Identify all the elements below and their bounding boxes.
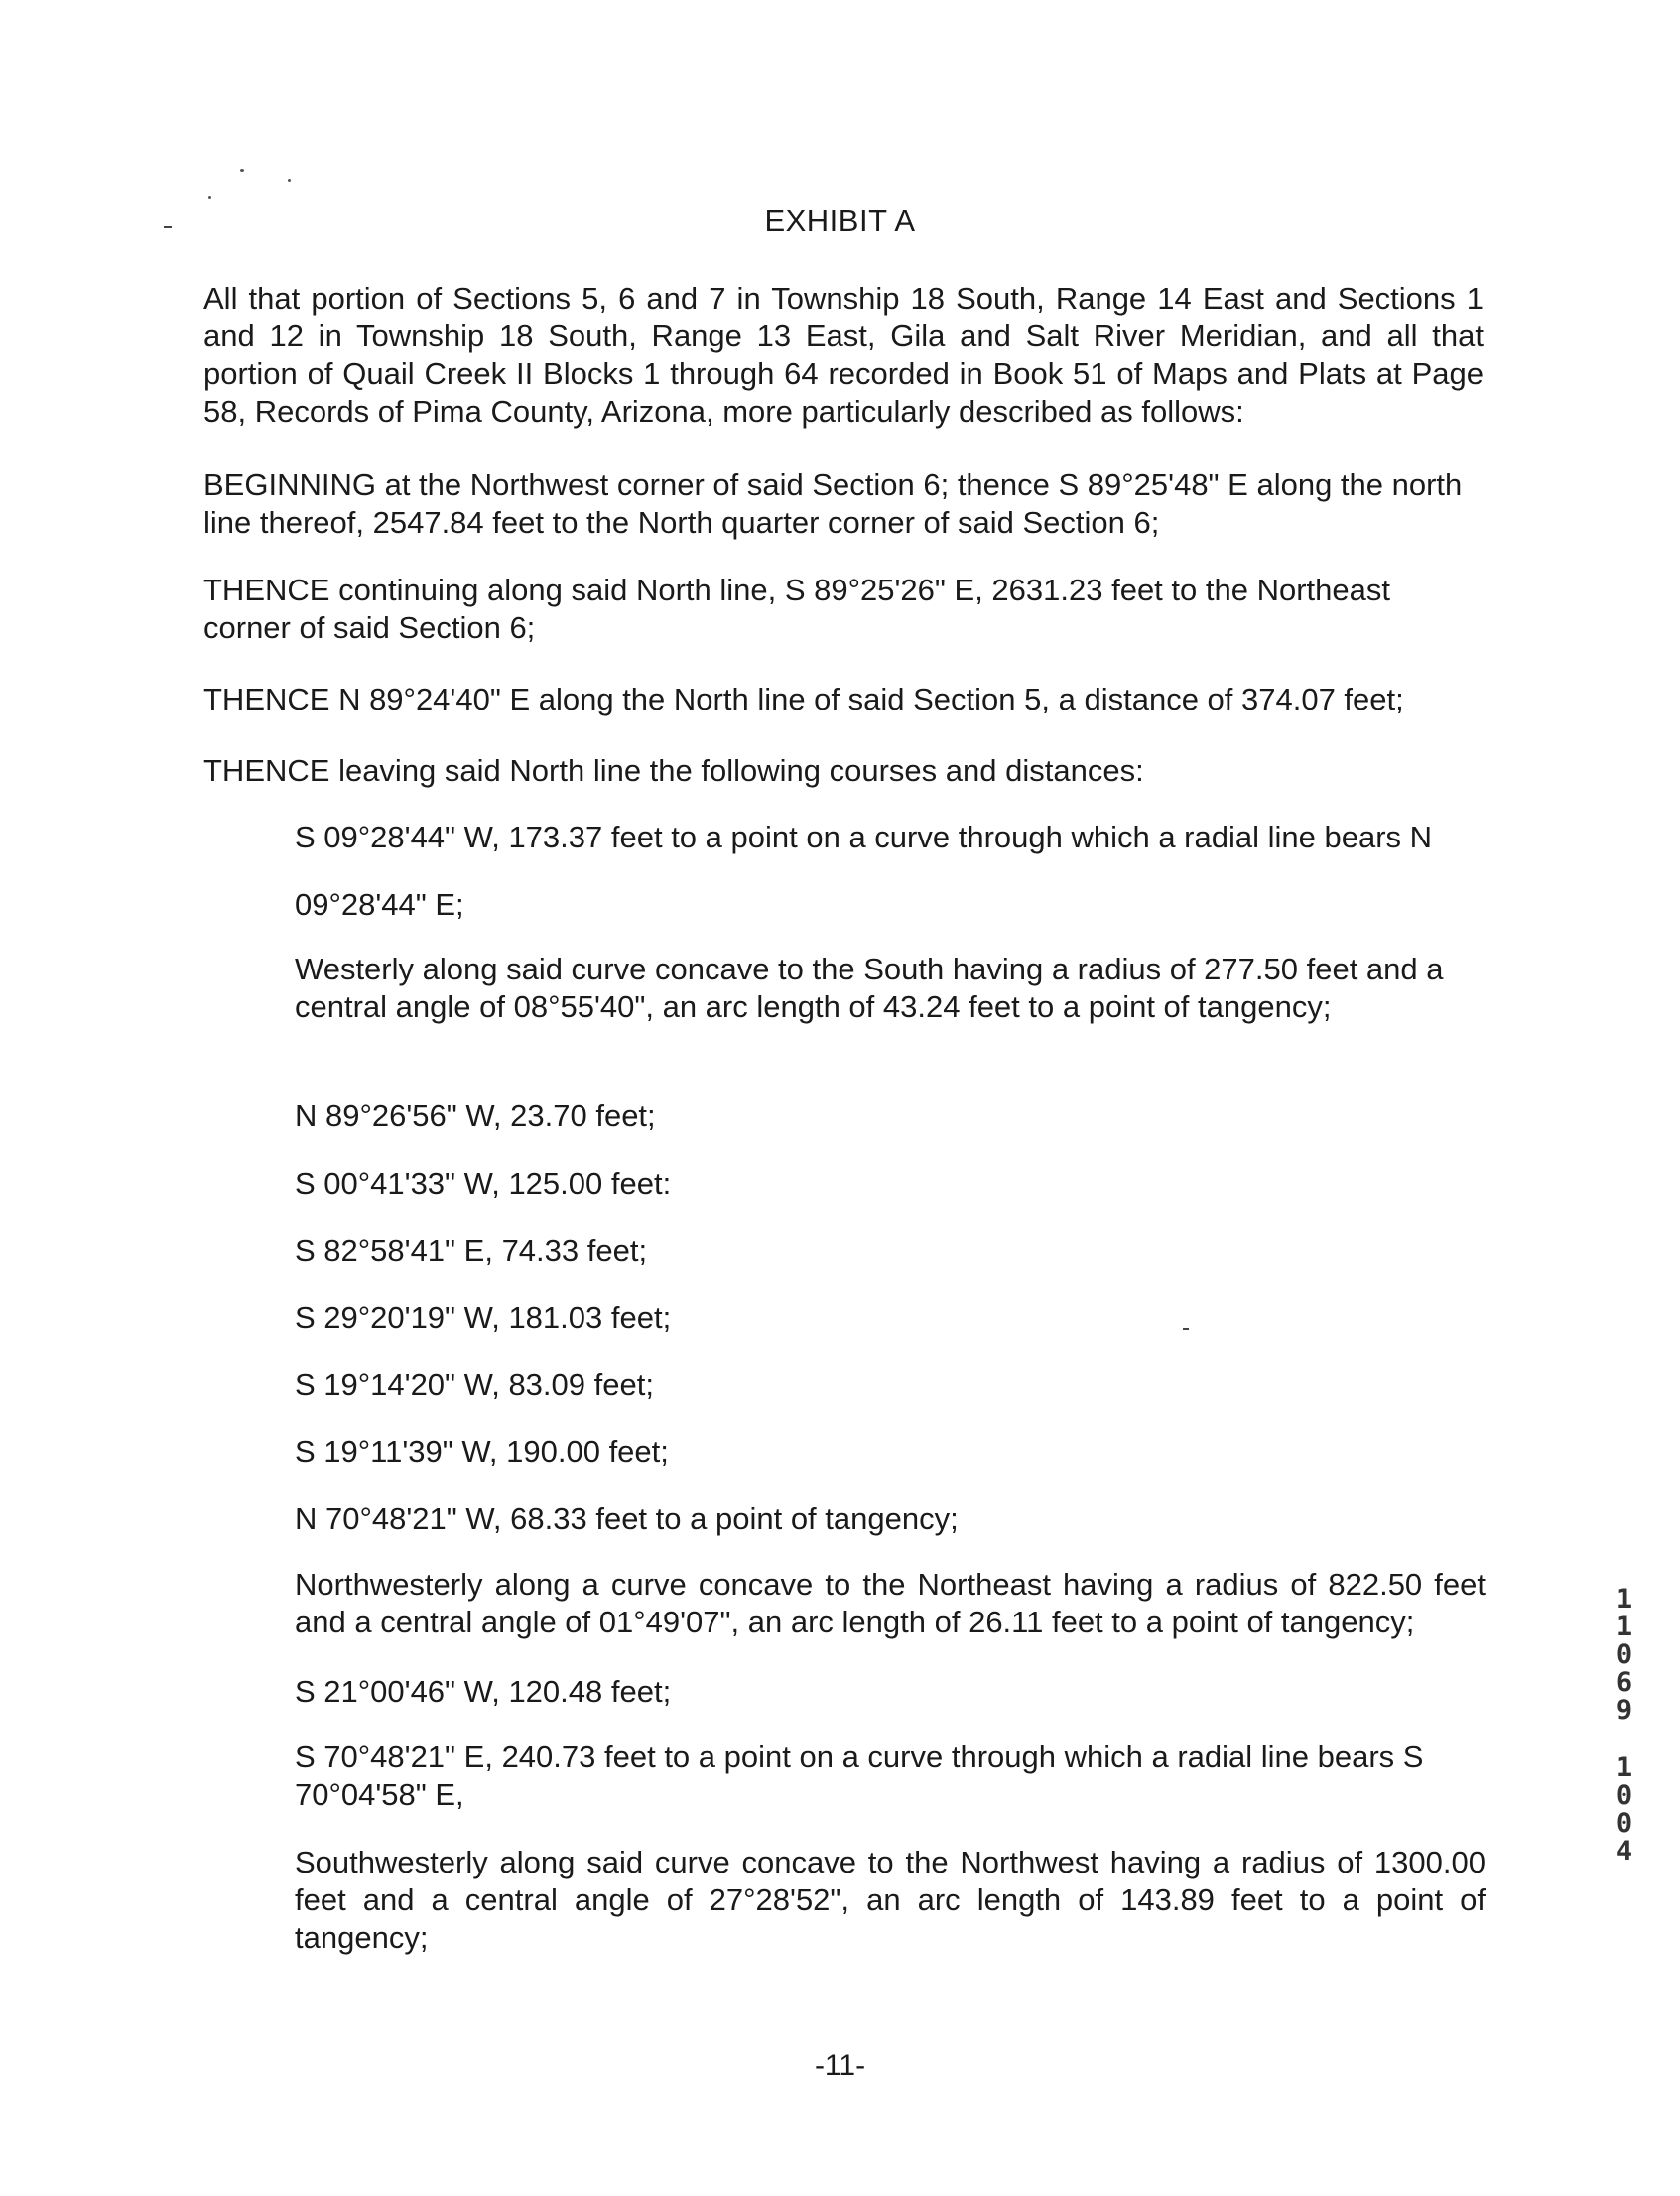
- beginning-paragraph: BEGINNING at the Northwest corner of said Section 6; thence S 89°25'48" E along the north line thereof, 2547.84 feet to the North quarter corner of said Section 6;: [203, 467, 1463, 540]
- course-item: S 70°48'21" E, 240.73 feet to a point on a curve through which a radial line bears S 70°04'58" E,: [295, 1740, 1424, 1812]
- thence-paragraph: THENCE continuing along said North line, S 89°25'26" E, 2631.23 feet to the Northeast corner of said Section 6;: [203, 573, 1390, 645]
- course-item: Westerly along said curve concave to the South having a radius of 277.50 feet and a central angle of 08°55'40", an arc length of 43.24 feet to a point of tangency;: [295, 952, 1444, 1024]
- scan-speck: [288, 179, 291, 182]
- stamp-digit: 0: [1615, 1808, 1633, 1839]
- course-item: S 00°41'33" W, 125.00 feet:: [295, 1166, 672, 1201]
- stamp-digit: 4: [1615, 1836, 1633, 1867]
- course-item: N 70°48'21" W, 68.33 feet to a point of tangency;: [295, 1501, 959, 1536]
- course-item: Southwesterly along said curve concave to the Northwest having a radius of 1300.00 feet and a central angle of 27°28'52", an arc length of 143.89 feet to a point of tangency;: [295, 1845, 1486, 1955]
- course-item: S 21°00'46" W, 120.48 feet;: [295, 1674, 672, 1709]
- stamp-digit: 9: [1615, 1695, 1633, 1726]
- course-item: S 29°20'19" W, 181.03 feet;: [295, 1300, 672, 1335]
- course-item: N 89°26'56" W, 23.70 feet;: [295, 1098, 656, 1133]
- stamp-digit: 1: [1615, 1612, 1633, 1642]
- course-item: S 09°28'44" W, 173.37 feet to a point on a curve through which a radial line bears N: [295, 820, 1433, 854]
- course-item: S 19°11'39" W, 190.00 feet;: [295, 1434, 669, 1469]
- page-title: EXHIBIT A: [764, 203, 916, 238]
- stamp-digit: 0: [1615, 1780, 1633, 1811]
- stamp-digit: 6: [1615, 1667, 1633, 1698]
- stamp-digit: 0: [1615, 1639, 1633, 1670]
- recording-stamp: [1610, 1586, 1639, 1866]
- course-item: S 82°58'41" E, 74.33 feet;: [295, 1233, 648, 1268]
- scan-speck: [240, 169, 244, 172]
- course-item: Northwesterly along a curve concave to the Northeast having a radius of 822.50 feet and a central angle of 01°49'07", an arc length of 26.11 feet to a point of tangency;: [295, 1567, 1486, 1639]
- course-item: 09°28'44" E;: [295, 887, 464, 922]
- stamp-digit: 1: [1615, 1752, 1633, 1783]
- thence-paragraph: THENCE N 89°24'40" E along the North line of said Section 5, a distance of 374.07 feet;: [203, 682, 1404, 716]
- thence-paragraph: THENCE leaving said North line the following courses and distances:: [203, 753, 1144, 788]
- intro-paragraph: All that portion of Sections 5, 6 and 7 in Township 18 South, Range 14 East and Sections 1 and 12 in Township 18 South, Range 13 East, Gila and Salt River Meridian, and all that portion of Quail Creek II Blocks 1 through 64 recorded in Book 51 of Maps and Plats at Page 58, Records of Pima County, Arizona, more particularly described as follows:: [203, 281, 1484, 429]
- course-item: S 19°14'20" W, 83.09 feet;: [295, 1367, 654, 1402]
- stamp-digit: 1: [1615, 1584, 1633, 1615]
- scan-speck: [208, 196, 211, 199]
- page-number: -11-: [814, 2049, 866, 2082]
